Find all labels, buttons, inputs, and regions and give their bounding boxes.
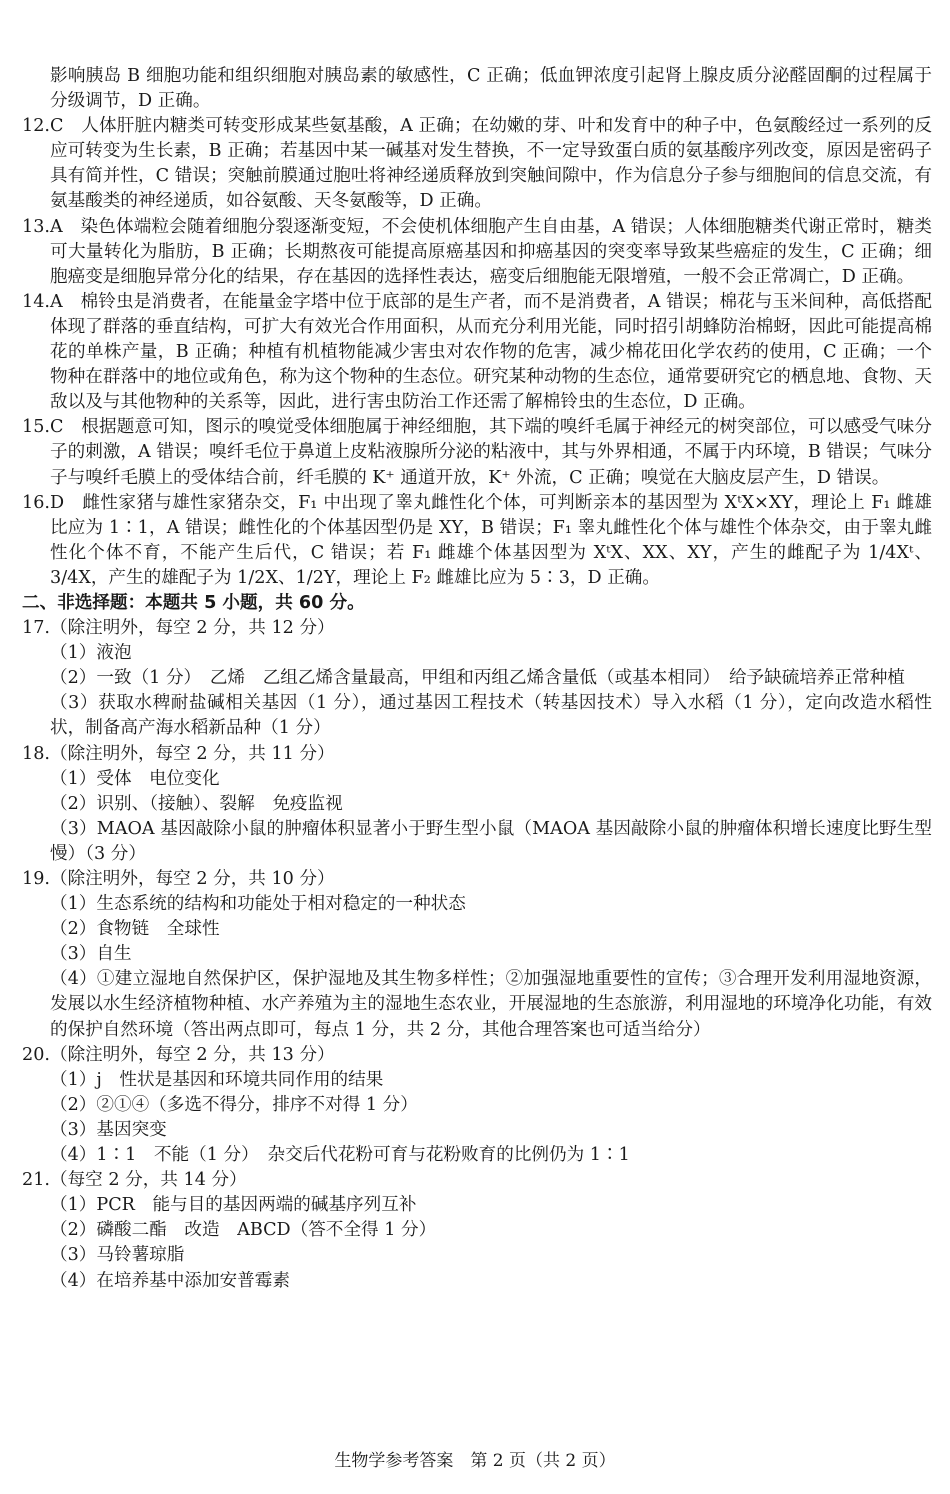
answer-subitem: （3）获取水稗耐盐碱相关基因（1 分），通过基因工程技术（转基因技术）导入水稻（1 分），定向改造水稻性状，制备高产海水稻新品种（1 分）: [50, 693, 932, 739]
answer-item: 21.（每空 2 分，共 14 分）: [22, 1170, 247, 1191]
answer-subitem: （4）1∶1 不能（1 分） 杂交后代花粉可育与花粉败育的比例仍为 1∶1: [50, 1145, 630, 1166]
answer-item: 17.（除注明外，每空 2 分，共 12 分）: [22, 618, 335, 639]
answer-subitem: （3）马铃薯琼脂: [50, 1245, 185, 1266]
answer-item: 15.C 根据题意可知，图示的嗅觉受体细胞属于神经细胞，其下端的嗅纤毛属于神经元的树突部位，可以感受气味分子的刺激，A 错误；嗅纤毛位于鼻道上皮粘液腺所分泌的粘液中，其与外界相通，不属于内环境，B 错误；气味分子与嗅纤毛膜上的受体结合前，纤毛膜的 K⁺ 通道开放，K⁺ 外流，C 正确；嗅觉在大脑皮层产生，D 错误。: [22, 417, 932, 488]
answer-subitem: 影响胰岛 B 细胞功能和组织细胞对胰岛素的敏感性，C 正确；低血钾浓度引起肾上腺皮质分泌醛固酮的过程属于分级调节，D 正确。: [50, 66, 932, 112]
answer-page: [22, 64, 932, 1294]
answer-subitem: （1）生态系统的结构和功能处于相对稳定的一种状态: [50, 894, 466, 915]
answer-subitem: （3）基因突变: [50, 1119, 167, 1140]
page-footer: 生物学参考答案 第 2 页（共 2 页）: [334, 1451, 616, 1471]
answer-item: 16.D 雌性家猪与雄性家猪杂交，F₁ 中出现了睾丸雌性化个体，可判断亲本的基因型为 XᵗX×XY，理论上 F₁ 雌雄比应为 1∶1，A 错误；雌性化的个体基因型仍是 XY，B 错误；F₁ 睾丸雌性化个体与雄性个体杂交，由于睾丸雌性化个体不育，不能产生后代，C 错误；若 F₁ 雌雄个体基因型为 XᵗX、XX、XY，产生的雌配子为 1/4Xᵗ、3/4X，产生的雄配子为 1/2X、1/2Y，理论上 F₂ 雌雄比应为 5∶3，D 正确。: [22, 492, 932, 588]
section-heading: 二、非选择题：本题共 5 小题，共 60 分。: [22, 592, 365, 613]
answer-item: 14.A 棉铃虫是消费者，在能量金字塔中位于底部的是生产者，而不是消费者，A 错误；棉花与玉米间种，高低搭配体现了群落的垂直结构，可扩大有效光合作用面积，从而充分利用光能，同时招引胡蜂防治棉蚜，因此可能提高棉花的单株产量，B 正确；种植有机植物能减少害虫对农作物的危害，减少棉花田化学农药的使用，C 正确；一个物种在群落中的地位或角色，称为这个物种的生态位。研究某种动物的生态位，通常要研究它的栖息地、食物、天敌以及与其他物种的关系等，因此，进行害虫防治工作还需了解棉铃虫的生态位，D 正确。: [22, 291, 932, 413]
answer-subitem: （2）②①④（多选不得分，排序不对得 1 分）: [50, 1094, 418, 1115]
answer-subitem: （2）识别、（接触）、裂解 免疫监视: [50, 793, 343, 814]
answer-subitem: （2）一致（1 分） 乙烯 乙组乙烯含量最高，甲组和丙组乙烯含量低（或基本相同） 给予缺硫培养正常种植: [50, 668, 905, 689]
answer-subitem: （1）受体 电位变化: [50, 768, 220, 789]
answer-subitem: （3）MAOA 基因敲除小鼠的肿瘤体积显著小于野生型小鼠（MAOA 基因敲除小鼠的肿瘤体积增长速度比野生型慢）（3 分）: [50, 818, 932, 864]
answer-item: 19.（除注明外，每空 2 分，共 10 分）: [22, 869, 335, 889]
answer-subitem: （3）自生: [50, 944, 132, 965]
answer-subitem: （1）液泡: [50, 643, 132, 664]
answer-item: 13.A 染色体端粒会随着细胞分裂逐渐变短，不会使机体细胞产生自由基，A 错误；人体细胞糖类代谢正常时，糖类可大量转化为脂肪，B 正确；长期熬夜可能提高原癌基因和抑癌基因的突变率导致某些癌症的发生，C 正确；细胞癌变是细胞异常分化的结果，存在基因的选择性表达，癌变后细胞能无限增殖，一般不会正常凋亡，D 正确。: [22, 216, 932, 287]
answer-item: 18.（除注明外，每空 2 分，共 11 分）: [22, 743, 335, 764]
answer-subitem: （1）j 性状是基因和环境共同作用的结果: [50, 1069, 384, 1090]
answer-subitem: （1）PCR 能与目的基因两端的碱基序列互补: [50, 1195, 417, 1216]
answer-subitem: （2）磷酸二酯 改造 ABCD（答不全得 1 分）: [50, 1220, 437, 1241]
answer-item: 20.（除注明外，每空 2 分，共 13 分）: [22, 1044, 335, 1065]
answer-subitem: （4）在培养基中添加安普霉素: [50, 1270, 290, 1291]
answer-subitem: （4）①建立湿地自然保护区，保护湿地及其生物多样性；②加强湿地重要性的宣传；③合理开发利用湿地资源，发展以水生经济植物种植、水产养殖为主的湿地生态农业，开展湿地的生态旅游，利用湿地的环境净化功能，有效的保护自然环境（答出两点即可，每点 1 分，共 2 分，其他合理答案也可适当给分）: [50, 969, 932, 1040]
answer-subitem: （2）食物链 全球性: [50, 919, 220, 940]
answer-item: 12.C 人体肝脏内糖类可转变形成某些氨基酸，A 正确；在幼嫩的芽、叶和发育中的种子中，色氨酸经过一系列的反应可转变为生长素，B 正确；若基因中某一碱基对发生替换，不一定导致蛋白质的氨基酸序列改变，原因是密码子具有简并性，C 错误；突触前膜通过胞吐将神经递质释放到突触间隙中，作为信息分子参与细胞间的信息交流，有氨基酸类的神经递质，如谷氨酸、天冬氨酸等，D 正确。: [22, 116, 932, 212]
